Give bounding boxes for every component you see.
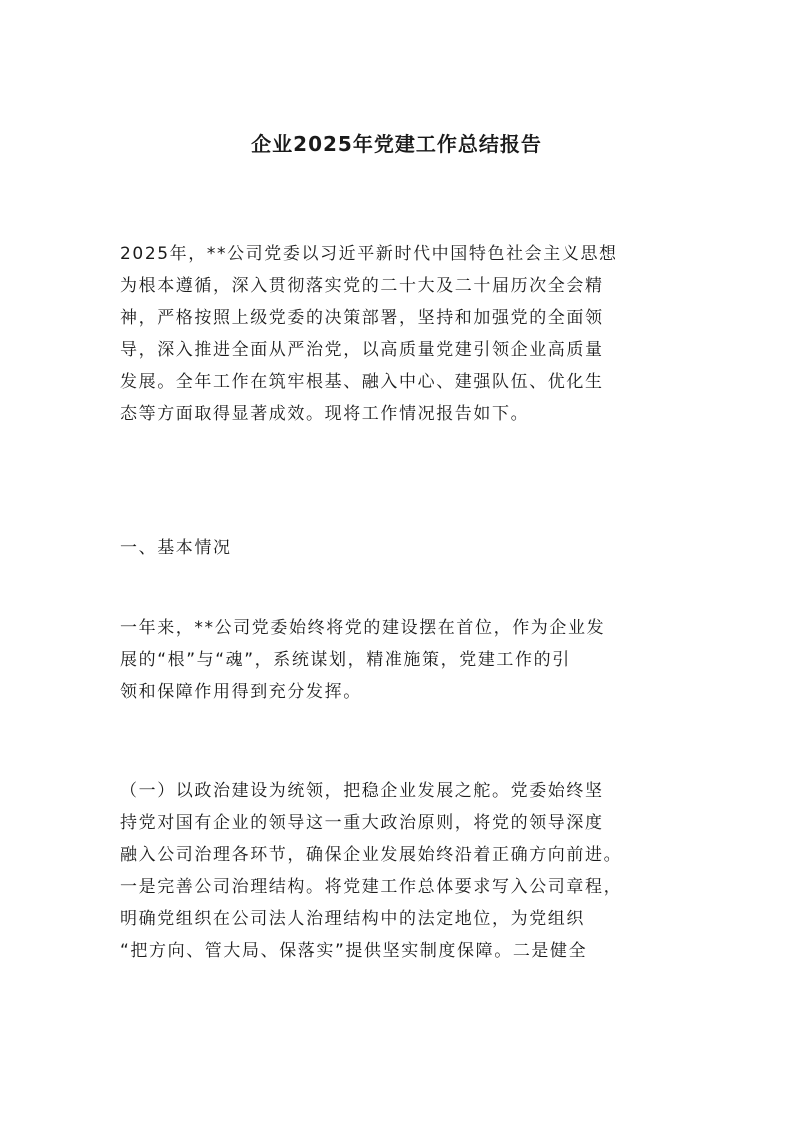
paragraph-line: “把方向、管大局、保落实”提供坚实制度保障。二是健全 <box>120 941 588 961</box>
paragraph-line: 态等方面取得显著成效。现将工作情况报告如下。 <box>120 404 530 424</box>
document-title: 企业2025年党建工作总结报告 <box>251 132 542 156</box>
paragraph-line: 明确党组织在公司法人治理结构中的法定地位，为党组织 <box>120 909 585 929</box>
paragraph-line: 2025年，**公司党委以习近平新时代中国特色社会主义思想 <box>120 244 618 264</box>
paragraph-line: （一）以政治建设为统领，把稳企业发展之舵。党委始终坚 <box>120 781 604 801</box>
subsection-paragraph <box>120 775 676 967</box>
paragraph-line: 一年来，**公司党委始终将党的建设摆在首位，作为企业发 <box>120 618 606 638</box>
paragraph-line: 融入公司治理各环节，确保企业发展始终沿着正确方向前进。 <box>120 845 623 865</box>
paragraph-line: 领和保障作用得到充分发挥。 <box>120 682 362 702</box>
paragraph-line: 为根本遵循，深入贯彻落实党的二十大及二十届历次全会精 <box>120 276 604 296</box>
paragraph-line: 展的“根”与“魂”，系统谋划，精准施策，党建工作的引 <box>120 650 571 670</box>
paragraph-line: 导，深入推进全面从严治党，以高质量党建引领企业高质量 <box>120 340 604 360</box>
paragraph-line: 神，严格按照上级党委的决策部署，坚持和加强党的全面领 <box>120 308 604 328</box>
paragraph-line: 发展。全年工作在筑牢根基、融入中心、建强队伍、优化生 <box>120 372 604 392</box>
section-heading <box>120 532 676 564</box>
intro-paragraph <box>120 238 676 430</box>
paragraph-line: 持党对国有企业的领导这一重大政治原则，将党的领导深度 <box>120 813 604 833</box>
paragraph-line: 一是完善公司治理结构。将党建工作总体要求写入公司章程， <box>120 877 623 897</box>
section-paragraph <box>120 612 676 708</box>
section-heading-text: 一、基本情况 <box>120 538 232 558</box>
